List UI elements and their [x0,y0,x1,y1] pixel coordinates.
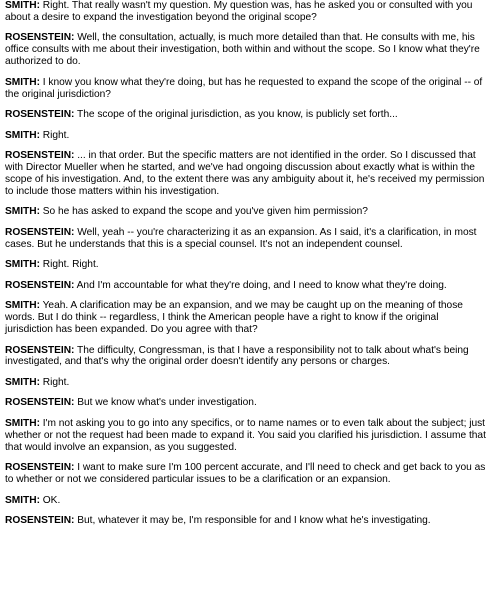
speaker-label: SMITH: [5,129,40,141]
transcript-paragraph [5,130,487,142]
transcript-paragraph [5,462,487,486]
paragraph-text: Right. Right. [39,259,99,271]
paragraph-text: Right. [39,376,70,388]
speaker-label: SMITH: [5,76,40,88]
transcript-paragraph [5,495,487,507]
transcript-paragraph [5,300,487,336]
paragraph-text: The scope of the original jurisdiction, as you know, is publicly set forth... [74,109,398,121]
transcript-paragraph [5,0,487,24]
speaker-label: ROSENSTEIN: [5,515,75,527]
transcript-paragraph [5,259,487,271]
paragraph-text: Right. [39,129,70,141]
paragraph-text: OK. [39,494,61,506]
paragraph-text: Well, yeah -- you're characterizing it as an expansion. As I said, it's a clarification, in most cases. But he understands that this is a special counsel. It's not an independent counsel. [5,226,477,250]
transcript-paragraph [5,109,487,121]
speaker-label: ROSENSTEIN: [5,109,75,121]
speaker-label: SMITH: [5,206,40,218]
paragraph-text: But, whatever it may be, I'm responsible for and I know what he's investigating. [74,515,431,527]
transcript-paragraph [5,418,487,454]
speaker-label: SMITH: [5,494,40,506]
transcript-paragraph [5,397,487,409]
speaker-label: SMITH: [5,300,40,312]
transcript-paragraph [5,32,487,68]
speaker-label: SMITH: [5,259,40,271]
paragraph-text: So he has asked to expand the scope and you've given him permission? [39,206,368,218]
speaker-label: ROSENSTEIN: [5,32,75,44]
paragraph-text: But we know what's under investigation. [74,397,257,409]
speaker-label: SMITH: [5,0,40,11]
paragraph-text: I want to make sure I'm 100 percent accurate, and I'll need to check and get back to you as to whether or not we considered particular issues to be a clarification or an expansion. [5,462,486,486]
speaker-label: ROSENSTEIN: [5,226,75,238]
transcript-paragraph [5,515,487,527]
paragraph-text: The difficulty, Congressman, is that I have a responsibility not to talk about what's being investigated, and that's why the original order doesn't identify any persons or charges. [5,344,469,368]
paragraph-text: And I'm accountable for what they're doing, and I need to know what they're doing. [74,279,447,291]
speaker-label: ROSENSTEIN: [5,279,75,291]
transcript-paragraph [5,77,487,101]
paragraph-text: Right. That really wasn't my question. My question was, has he asked you or consulted with you about a desire to expand the investigation beyond the original scope? [5,0,473,23]
transcript-paragraph [5,227,487,251]
paragraph-text: ... in that order. But the specific matters are not identified in the order. So I discussed that with Director Mueller when he started, and we've had ongoing discussion about exactly what is within the scope of his investigation. And, to the extent there was any ambiguity about it, he's received my permission to include those matters within his investigation. [5,150,485,197]
paragraph-text: I'm not asking you to go into any specifics, or to name names or to even talk about the subject; just whether or not the request had been made to expand it. You said you clarified his jurisdiction. I assume that that would involve an expansion, as you suggested. [5,417,486,453]
transcript-paragraph [5,206,487,218]
paragraph-text: I know you know what they're doing, but has he requested to expand the scope of the original -- of the original jurisdiction? [5,76,483,100]
transcript-paragraph [5,150,487,198]
speaker-label: SMITH: [5,417,40,429]
speaker-label: ROSENSTEIN: [5,462,75,474]
speaker-label: SMITH: [5,376,40,388]
paragraph-text: Yeah. A clarification may be an expansion, and we may be caught up on the meaning of those words. But I do think -- regardless, I think the American people have a right to know if the original jurisdiction has been expanded. Do you agree with that? [5,300,463,336]
speaker-label: ROSENSTEIN: [5,397,75,409]
speaker-label: ROSENSTEIN: [5,150,75,162]
transcript-paragraph [5,377,487,389]
speaker-label: ROSENSTEIN: [5,344,75,356]
transcript-paragraph [5,280,487,292]
transcript-paragraph [5,345,487,369]
paragraph-text: Well, the consultation, actually, is much more detailed than that. He consults with me, his office consults with me about their investigation, both within and without the scope. So I know what they're authorized to do. [5,32,480,68]
